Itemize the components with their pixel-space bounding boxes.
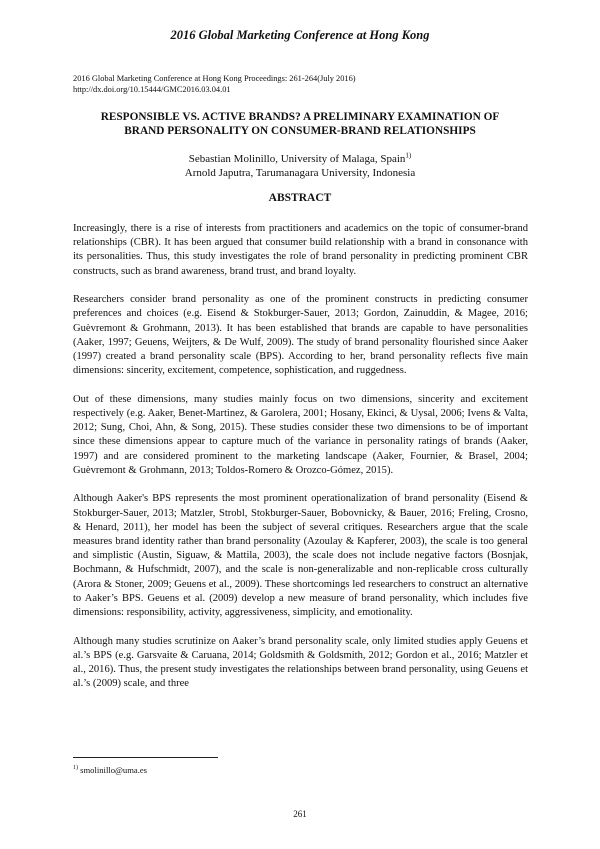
footnote-marker: 1)	[405, 151, 412, 160]
title-line: BRAND PERSONALITY ON CONSUMER-BRAND RELATIONSHIPS	[124, 125, 476, 137]
paragraph: Although Aaker's BPS represents the most prominent operationalization of brand personality (Eisend & Stokburger-Sauer, 2013; Matzler, Strobl, Stokburger-Sauer, Bobovnicky, & Bauer, 2016; Freling, Crosno, & Henard, 2011), her model has been the subject of several critiques. Researchers argue that the scale measures brand identity rather than brand personality (Azoulay & Kapferer, 2003), the scale is too general and simplistic (Austin, Siguaw, & Mattila, 2003), the scale does not include negative factors (Bosnjak, Bochmann, & Hufschmidt, 2007), and the scale is non-generalizable and non-replicable cross culturally (Arora & Stoner, 2009; Geuens et al., 2009). These shortcomings led researchers to construct an alternative to Aaker’s BPS. Geuens et al. (2009) develop a new measure of brand personality, which includes five dimensions: responsibility, activity, aggressiveness, simplicity, and emotionality.	[73, 493, 528, 619]
citation-line: 2016 Global Marketing Conference at Hong Kong Proceedings: 261-264(July 2016)	[73, 74, 356, 83]
author-name: Arnold Japutra, Tarumanagara University, Indonesia	[184, 167, 416, 179]
citation-block	[73, 73, 356, 95]
title-line: RESPONSIBLE VS. ACTIVE BRANDS? A PRELIMINARY EXAMINATION OF	[100, 111, 500, 123]
paragraph: Out of these dimensions, many studies mainly focus on two dimensions, sincerity and excitement respectively (e.g. Aaker, Benet-Martinez, & Garolera, 2001; Hosany, Ekinci, & Uysal, 2006; Ivens & Valta, 2012; Sung, Choi, Ahn, & Song, 2015). These studies consider these two dimensions to be of important since these dimensions appear to capture much of the variance in personality ratings of brands (Aaker, 1997) and are considered prominent to the marketing landscape (Aaker, Fournier, & Brasel, 2004; Guèvremont & Grohmann, 2013; Toldos-Romero & Orozco-Gómez, 2015).	[73, 393, 528, 476]
author-line	[60, 152, 540, 166]
author-list	[60, 152, 540, 180]
abstract-body	[73, 222, 528, 706]
footnote-divider	[73, 757, 218, 758]
paragraph: Although many studies scrutinize on Aaker’s brand personality scale, only limited studies apply Geuens et al.’s BPS (e.g. Garsvaite & Caruana, 2014; Goldsmith & Goldsmith, 2012; Gordon et al., 2016; Matzler et al., 2016). Thus, the present study investigates the relationships between brand personality, using Geuens et al.’s (2009) scale, and three	[73, 635, 528, 690]
doi-link[interactable]: http://dx.doi.org/10.15444/GMC2016.03.04.01	[73, 85, 231, 94]
running-header: 2016 Global Marketing Conference at Hong Kong	[170, 28, 430, 42]
paper-title	[60, 110, 540, 138]
abstract-heading: ABSTRACT	[268, 192, 332, 204]
footnote-marker: 1)	[73, 765, 78, 772]
footnote	[73, 765, 147, 775]
page-number: 261	[293, 809, 307, 819]
author-name: Sebastian Molinillo, University of Malaga, Spain	[188, 153, 406, 165]
paragraph: Increasingly, there is a rise of interests from practitioners and academics on the topic of consumer-brand relationships (CBR). It has been argued that consumer build relationship with a brand in consonance with its personalities. Thus, this study investigates the role of brand personality in predicting prominent CBR constructs, such as brand awareness, brand trust, and brand loyalty.	[73, 223, 528, 277]
footnote-email[interactable]: smolinillo@uma.es	[80, 765, 148, 775]
paragraph: Researchers consider brand personality as one of the prominent constructs in predicting consumer preferences and choices (e.g. Eisend & Stokburger-Sauer, 2013; Gordon, Zainuddin, & Magee, 2016; Guèvremont & Grohmann, 2013). It has been established that brands are capable to have personalities (Aaker, 1997; Geuens, Weijters, & De Wulf, 2009). The study of brand personality flourished since Aaker (1997) created a brand personality scale (BPS). According to her, brand personality reflects five main dimensions: sincerity, excitement, competence, sophistication, and ruggedness.	[73, 294, 528, 377]
author-line	[60, 166, 540, 180]
